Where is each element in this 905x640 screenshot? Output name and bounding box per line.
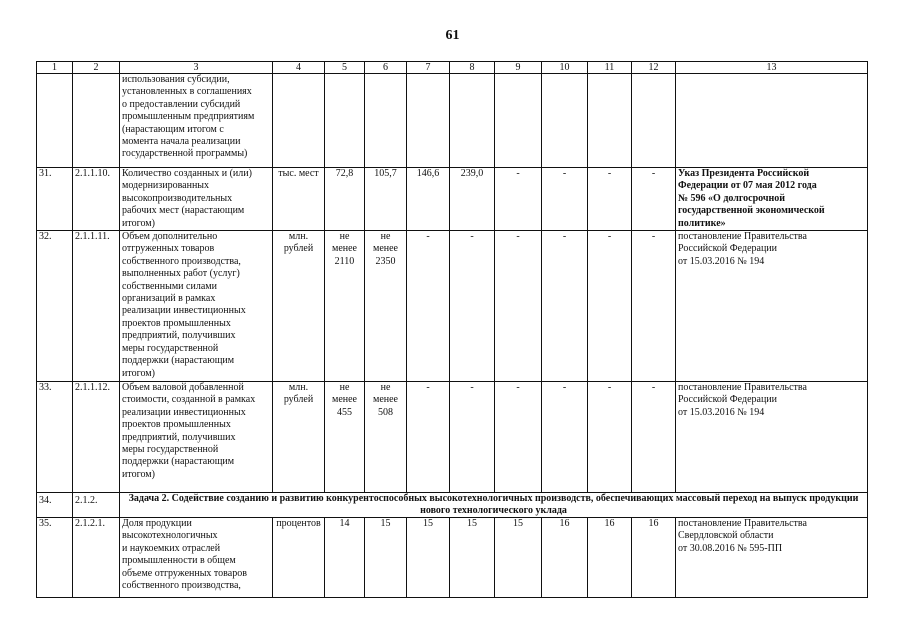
cell-v12: 16 <box>632 518 676 598</box>
cell-v9: 15 <box>495 518 542 598</box>
cell-num: 32. <box>37 231 73 382</box>
cell-v8: 239,0 <box>450 168 495 231</box>
column-header-1: 1 <box>37 62 73 74</box>
cell-name: Количество созданных и (или) модернизированных высокопроизводительных рабочих мест (нарастающим итогом) <box>120 168 273 231</box>
column-header-6: 6 <box>365 62 407 74</box>
cell-v8 <box>450 74 495 168</box>
cell-v5: не менее 2110 <box>325 231 365 382</box>
column-header-13: 13 <box>676 62 868 74</box>
cell-v11: - <box>588 168 632 231</box>
cell-source: постановление Правительства Российской Федерации от 15.03.2016 № 194 <box>676 382 868 493</box>
cell-v9: - <box>495 231 542 382</box>
column-header-11: 11 <box>588 62 632 74</box>
cell-v11: - <box>588 231 632 382</box>
cell-v6: 105,7 <box>365 168 407 231</box>
cell-unit: млн. рублей <box>273 382 325 493</box>
cell-num <box>37 74 73 168</box>
table-row <box>37 168 868 231</box>
cell-num: 34. <box>37 493 73 518</box>
column-header-10: 10 <box>542 62 588 74</box>
cell-v8: - <box>450 231 495 382</box>
cell-v9 <box>495 74 542 168</box>
cell-num: 35. <box>37 518 73 598</box>
cell-v7: 15 <box>407 518 450 598</box>
cell-v5: 14 <box>325 518 365 598</box>
cell-v12: - <box>632 231 676 382</box>
column-header-row <box>37 62 868 74</box>
task-description: Задача 2. Содействие созданию и развитию конкурентоспособных высокотехнологичных производств, обеспечивающих массовый переход на выпуск продукции нового технологического уклада <box>120 493 868 518</box>
column-header-8: 8 <box>450 62 495 74</box>
table-row <box>37 493 868 518</box>
cell-v7: - <box>407 382 450 493</box>
cell-code: 2.1.2.1. <box>73 518 120 598</box>
cell-v5: не менее 455 <box>325 382 365 493</box>
column-header-5: 5 <box>325 62 365 74</box>
cell-v8: 15 <box>450 518 495 598</box>
column-header-7: 7 <box>407 62 450 74</box>
table-row <box>37 74 868 168</box>
cell-v6 <box>365 74 407 168</box>
column-header-2: 2 <box>73 62 120 74</box>
cell-v12: - <box>632 168 676 231</box>
column-header-12: 12 <box>632 62 676 74</box>
cell-v6: не менее 2350 <box>365 231 407 382</box>
table-row <box>37 518 868 598</box>
cell-v11 <box>588 74 632 168</box>
cell-v7: 146,6 <box>407 168 450 231</box>
cell-v10: - <box>542 168 588 231</box>
cell-num: 31. <box>37 168 73 231</box>
cell-v7: - <box>407 231 450 382</box>
cell-v6: 15 <box>365 518 407 598</box>
page-number: 61 <box>445 28 460 43</box>
column-header-3: 3 <box>120 62 273 74</box>
cell-v9: - <box>495 168 542 231</box>
cell-v12: - <box>632 382 676 493</box>
cell-source <box>676 74 868 168</box>
cell-num: 33. <box>37 382 73 493</box>
cell-name: Объем дополнительно отгруженных товаров собственного производства, выполненных работ (услуг) собственными силами организаций в рамках реализации инвестиционных проектов промышленных предприятий, получивших меры государственной поддержки (нарастающим итогом) <box>120 231 273 382</box>
cell-v11: 16 <box>588 518 632 598</box>
table-row <box>37 382 868 493</box>
cell-name: использования субсидии, установленных в соглашениях о предоставлении субсидий промышленным предприятиям (нарастающим итогом с момента начала реализации государственной программы) <box>120 74 273 168</box>
cell-v6: не менее 508 <box>365 382 407 493</box>
cell-source: постановление Правительства Российской Федерации от 15.03.2016 № 194 <box>676 231 868 382</box>
cell-v10: - <box>542 382 588 493</box>
cell-code <box>73 74 120 168</box>
cell-v9: - <box>495 382 542 493</box>
cell-source: Указ Президента Российской Федерации от 07 мая 2012 года № 596 «О долгосрочной государственной экономической политике» <box>676 168 868 231</box>
indicators-table <box>36 61 868 598</box>
column-header-9: 9 <box>495 62 542 74</box>
cell-v7 <box>407 74 450 168</box>
table-row <box>37 231 868 382</box>
cell-v10: 16 <box>542 518 588 598</box>
cell-v5: 72,8 <box>325 168 365 231</box>
cell-v11: - <box>588 382 632 493</box>
cell-unit: процентов <box>273 518 325 598</box>
cell-v10: - <box>542 231 588 382</box>
cell-name: Объем валовой добавленной стоимости, созданной в рамках реализации инвестиционных проектов промышленных предприятий, получивших меры государственной поддержки (нарастающим итогом) <box>120 382 273 493</box>
cell-unit <box>273 74 325 168</box>
cell-unit: тыс. мест <box>273 168 325 231</box>
cell-v10 <box>542 74 588 168</box>
cell-name: Доля продукции высокотехнологичных и наукоемких отраслей промышленности в общем объеме отгруженных товаров собственного производства, <box>120 518 273 598</box>
cell-code: 2.1.2. <box>73 493 120 518</box>
cell-code: 2.1.1.11. <box>73 231 120 382</box>
cell-unit: млн. рублей <box>273 231 325 382</box>
cell-v5 <box>325 74 365 168</box>
cell-source: постановление Правительства Свердловской области от 30.08.2016 № 595-ПП <box>676 518 868 598</box>
cell-code: 2.1.1.10. <box>73 168 120 231</box>
cell-v12 <box>632 74 676 168</box>
cell-code: 2.1.1.12. <box>73 382 120 493</box>
column-header-4: 4 <box>273 62 325 74</box>
cell-v8: - <box>450 382 495 493</box>
